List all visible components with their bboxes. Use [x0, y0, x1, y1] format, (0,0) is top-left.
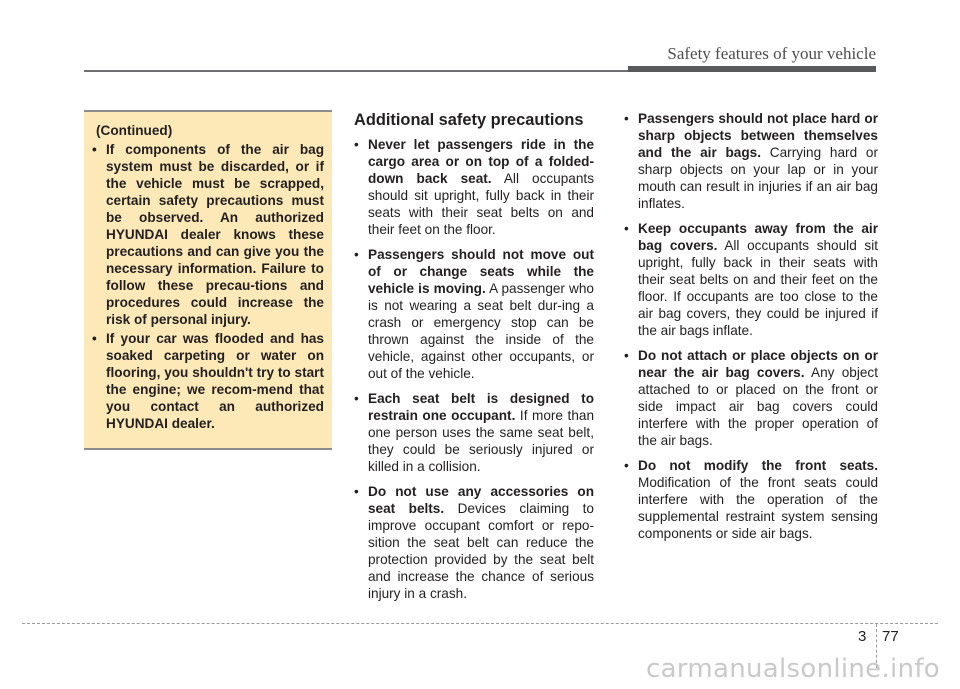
bullet-mark: •: [624, 221, 629, 236]
precaution-heading: Do not use any accessories on seat belts.: [368, 484, 594, 516]
precaution-heading: Keep occupants away from the air bag covers.: [638, 221, 878, 253]
bullet-mark: •: [354, 484, 359, 499]
precaution-heading: Do not modify the front seats.: [638, 458, 878, 473]
precaution-item: [624, 110, 878, 212]
warning-box: [84, 110, 332, 450]
warning-list: [92, 141, 324, 432]
precaution-text: All occupants should sit upright, fully back in their seats with their seat belts on and their feet on the floor.: [368, 171, 594, 237]
precaution-item: [354, 483, 594, 602]
bullet-mark: •: [354, 137, 359, 152]
footer-rule: [22, 623, 938, 624]
bullet-mark: •: [624, 111, 629, 126]
watermark: carmanualsonline.info: [645, 654, 940, 684]
warning-item: [92, 141, 324, 328]
precaution-heading: Passengers should not place hard or sharp objects between themselves and the air bags.: [638, 111, 878, 160]
precaution-text: All occupants should sit upright, fully back in their seats with their seat belts on and their feet on the floor. If occupants are too close to the air bag covers, they could be injured if the air bags inflate.: [638, 238, 878, 338]
precaution-item: [354, 246, 594, 382]
precaution-heading: Each seat belt is designed to restrain one occupant.: [368, 391, 594, 423]
precaution-text: Any object attached to or placed on the front or side impact air bag covers could interfere with the proper operation of the air bags.: [638, 365, 878, 448]
warning-lead: (Continued): [96, 123, 173, 138]
bullet-mark: •: [624, 458, 629, 473]
page-number: 77: [882, 628, 899, 645]
bullet-mark: •: [92, 331, 97, 346]
middle-column: [354, 110, 594, 610]
precaution-text: Devices claiming to improve occupant comfort or repo-sition the seat belt can reduce the protection provided by the seat belt and increase the chance of serious injury in a crash.: [368, 501, 594, 601]
warning-item-text: If components of the air bag system must be discarded, or if the vehicle must be scrapped, certain safety precautions must be observed. An authorized HYUNDAI dealer knows these precautions and can give you the necessary information. Failure to follow these precau-tions and procedures could increase the risk of personal injury.: [106, 142, 324, 327]
precaution-text: Carrying hard or sharp objects on your lap or in your mouth can result in injuries if an air bag inflates.: [638, 145, 878, 211]
precaution-text: If more than one person uses the same seat belt, they could be seriously injured or killed in a collision.: [368, 408, 595, 474]
precautions-list-continued: [624, 110, 878, 542]
precaution-text: Modification of the front seats could interfere with the operation of the supplemental restraint system sensing components or side air bags.: [638, 475, 878, 541]
warning-item-text: If your car was flooded and has soaked carpeting or water on flooring, you shouldn't try to start the engine; we recom-mend that you contact an authorized HYUNDAI dealer.: [106, 331, 324, 431]
header-rule-accent: [628, 66, 876, 72]
precaution-heading: Do not attach or place objects on or near the air bag covers.: [638, 348, 878, 380]
warning-item: [92, 330, 324, 432]
bullet-mark: •: [354, 391, 359, 406]
chapter-number: 3: [858, 628, 867, 645]
precaution-item: [354, 136, 594, 238]
precaution-item: [624, 220, 878, 339]
right-column: [624, 110, 878, 550]
precaution-item: [354, 390, 594, 475]
precaution-heading: Never let passengers ride in the cargo area or on top of a folded-down back seat.: [368, 137, 594, 186]
precaution-text: A passenger who is not wearing a seat belt dur-ing a crash or emergency stop can be thrown against the inside of the vehicle, against other occupants, or out of the vehicle.: [368, 281, 594, 381]
subsection-title: Additional safety precautions: [354, 111, 584, 129]
section-title: Safety features of your vehicle: [667, 44, 876, 63]
bullet-mark: •: [624, 348, 629, 363]
bullet-mark: •: [354, 247, 359, 262]
bullet-mark: •: [92, 142, 97, 157]
precaution-item: [624, 457, 878, 542]
precautions-list: [354, 136, 594, 602]
precaution-item: [624, 347, 878, 449]
precaution-heading: Passengers should not move out of or change seats while the vehicle is moving.: [368, 247, 594, 296]
